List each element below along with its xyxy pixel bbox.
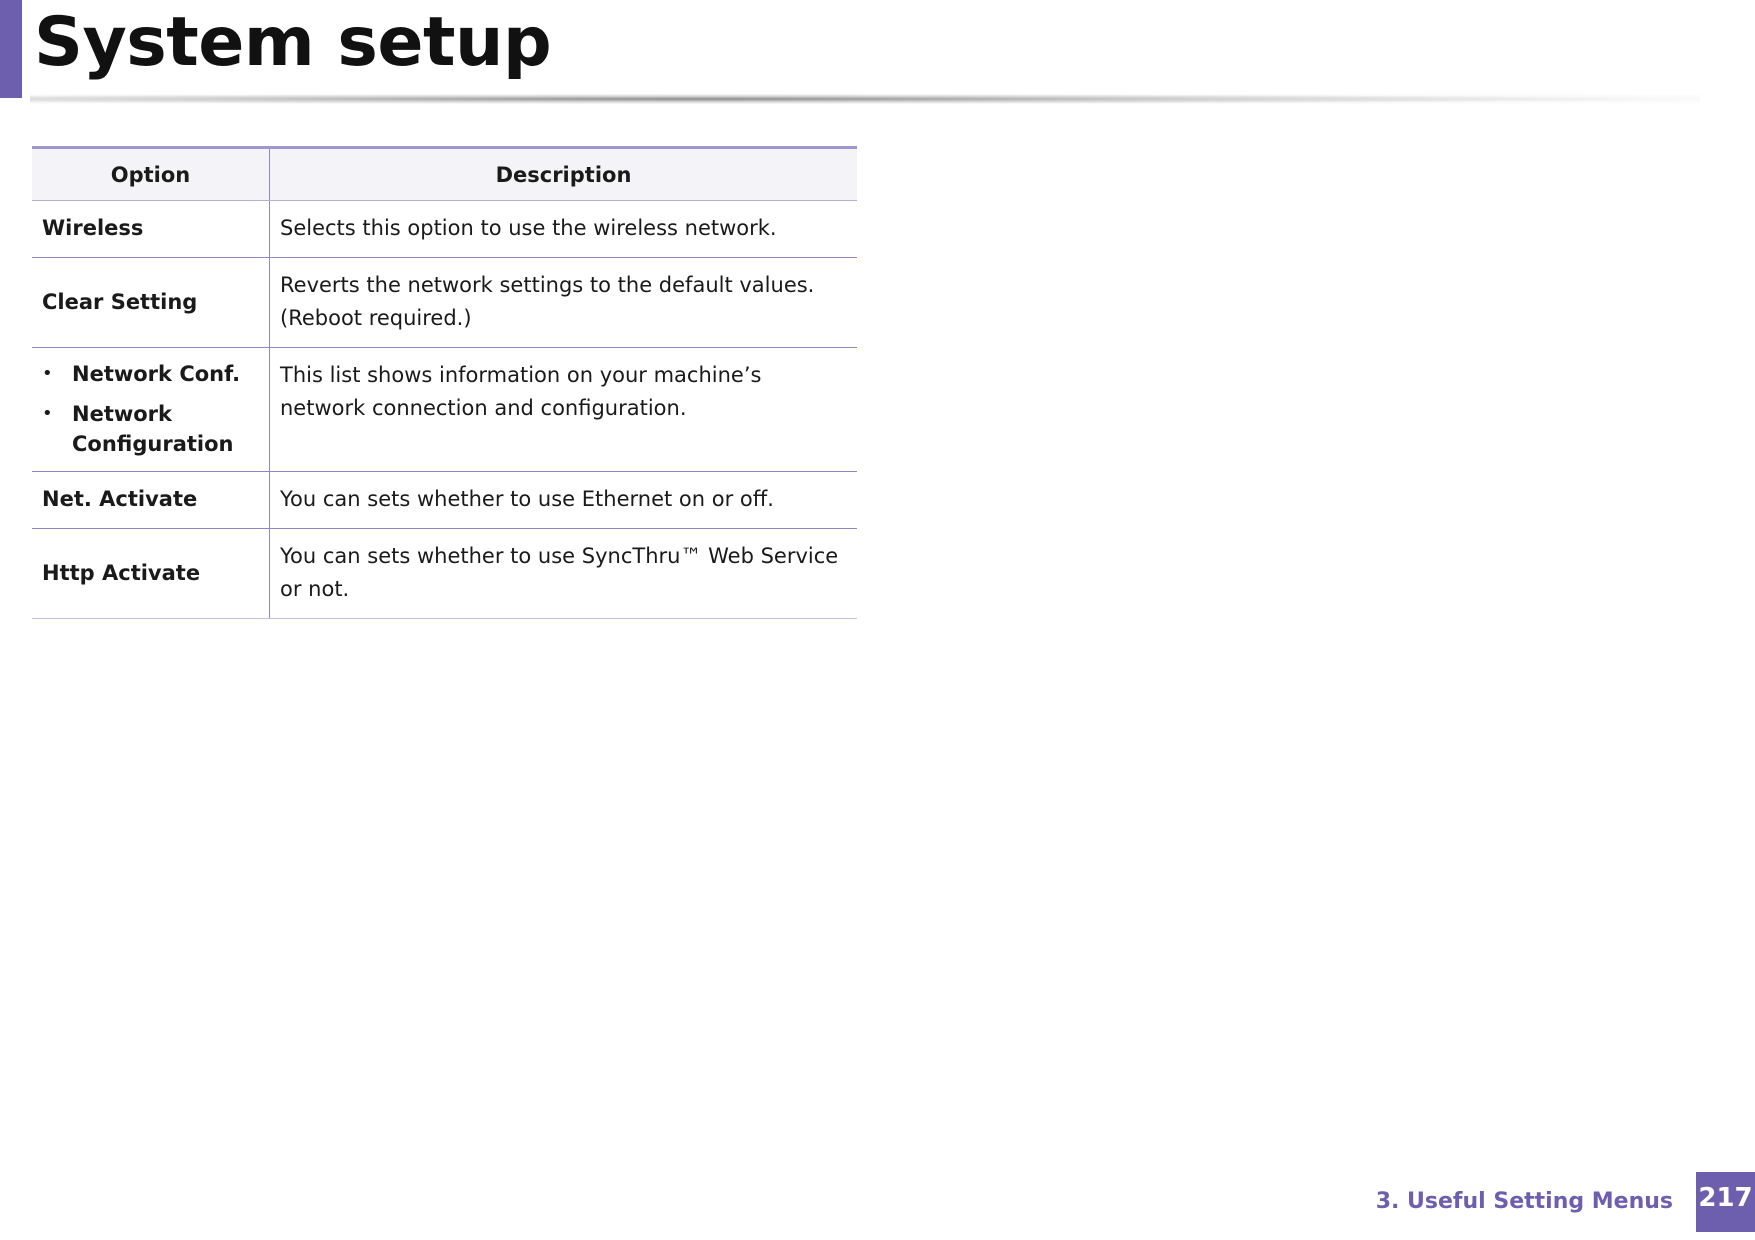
description-cell: You can sets whether to use Ethernet on or off. xyxy=(270,472,858,529)
column-header-option: Option xyxy=(32,148,270,201)
option-item-label: Network Configuration xyxy=(72,402,234,456)
table-row xyxy=(32,258,857,348)
table-row xyxy=(32,348,857,472)
title-divider xyxy=(30,94,1700,104)
column-header-description: Description xyxy=(270,148,858,201)
description-cell: Reverts the network settings to the default values. (Reboot required.) xyxy=(270,258,858,348)
option-cell-wireless: Wireless xyxy=(32,201,270,258)
description-cell: This list shows information on your machine’s network connection and configuration. xyxy=(270,348,858,472)
description-cell: You can sets whether to use SyncThru™ Web Service or not. xyxy=(270,529,858,619)
option-item-label: Network Conf. xyxy=(72,362,241,386)
table-row xyxy=(32,529,857,619)
page-title: System setup xyxy=(34,3,552,82)
description-cell: Selects this option to use the wireless network. xyxy=(270,201,858,258)
option-cell-net-activate: Net. Activate xyxy=(32,472,270,529)
option-list xyxy=(42,359,259,459)
list-item xyxy=(42,399,259,459)
options-table xyxy=(32,146,857,619)
option-cell-network-conf xyxy=(32,348,270,472)
list-item xyxy=(42,359,259,389)
page-number-badge: 217 xyxy=(1696,1172,1755,1232)
table-header-row xyxy=(32,148,857,201)
title-accent-bar xyxy=(0,0,22,98)
bullet-icon: • xyxy=(42,363,53,384)
table-row xyxy=(32,201,857,258)
table-row xyxy=(32,472,857,529)
footer-section-title: 3. Useful Setting Menus xyxy=(1375,1189,1673,1214)
option-cell-clear-setting: Clear Setting xyxy=(32,258,270,348)
option-cell-http-activate: Http Activate xyxy=(32,529,270,619)
bullet-icon: • xyxy=(42,403,53,424)
